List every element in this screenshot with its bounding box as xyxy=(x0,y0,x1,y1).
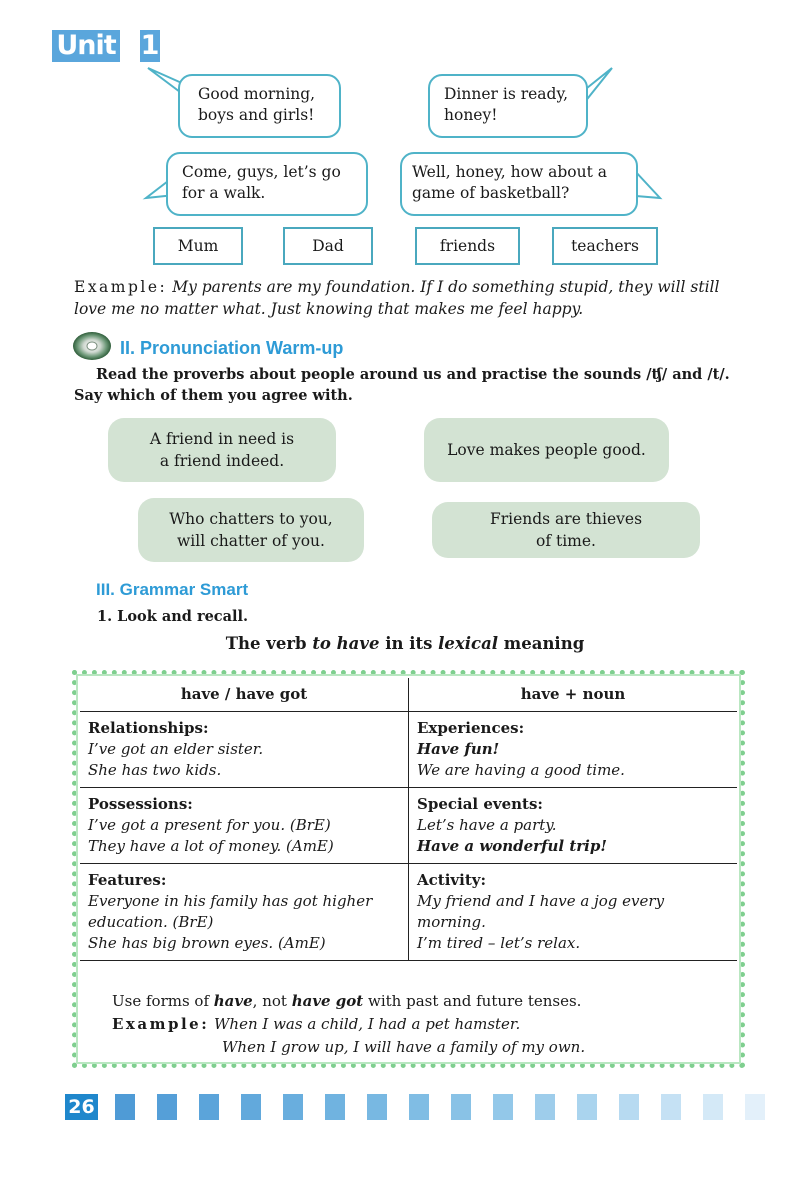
example-paragraph xyxy=(74,276,742,320)
word-box-teachers: teachers xyxy=(552,227,658,265)
cell-example: My friend and I have a jog every morning. xyxy=(417,892,665,931)
decor-square xyxy=(283,1094,303,1120)
bubble-line: honey! xyxy=(444,106,498,124)
cell-example: They have a lot of money. (AmE) xyxy=(88,837,334,855)
speech-bubble-basketball xyxy=(400,152,638,216)
speech-bubble-dinner xyxy=(428,74,588,138)
table-cell xyxy=(80,712,409,788)
word-box-mum: Mum xyxy=(153,227,243,265)
title-part: lexical xyxy=(438,634,499,653)
decor-square xyxy=(493,1094,513,1120)
page-number: 26 xyxy=(65,1094,98,1120)
unit-label: Unit xyxy=(52,30,120,62)
grammar-table xyxy=(80,678,737,961)
table-row xyxy=(80,712,737,788)
rule-part: with past and future tenses. xyxy=(363,992,582,1010)
title-part: The verb xyxy=(225,634,313,653)
decor-square xyxy=(451,1094,471,1120)
bubble-line: Dinner is ready, xyxy=(444,85,569,103)
decor-square xyxy=(241,1094,261,1120)
column-header: have + noun xyxy=(409,678,738,712)
title-part: in its xyxy=(379,634,439,653)
cell-example: I’ve got a present for you. (BrE) xyxy=(88,816,331,834)
decor-square xyxy=(703,1094,723,1120)
cell-heading: Relationships: xyxy=(88,719,209,737)
proverb-line: Who chatters to you, xyxy=(169,510,333,528)
table-title xyxy=(0,634,800,653)
speech-bubble-walk xyxy=(166,152,368,216)
cell-heading: Features: xyxy=(88,871,167,889)
decor-square xyxy=(325,1094,345,1120)
word-box-friends: friends xyxy=(415,227,520,265)
proverb-line: of time. xyxy=(536,532,596,550)
grammar-example xyxy=(112,1013,732,1036)
section-title-pronunciation: II. Pronunciation Warm-up xyxy=(120,338,344,358)
decor-square xyxy=(157,1094,177,1120)
grammar-task: 1. Look and recall. xyxy=(97,608,249,625)
table-cell xyxy=(409,788,738,864)
decor-square xyxy=(409,1094,429,1120)
proverb-line: A friend in need is xyxy=(149,430,295,448)
unit-number: 1 xyxy=(140,30,160,61)
cell-example: She has two kids. xyxy=(88,761,222,779)
bubble-line: for a walk. xyxy=(182,184,266,202)
cell-example: I’m tired – let’s relax. xyxy=(417,934,581,952)
cell-example: Everyone in his family has got higher education. (BrE) xyxy=(88,892,373,931)
rule-part: have got xyxy=(291,992,364,1010)
cell-heading: Experiences: xyxy=(417,719,525,737)
example-label: Example: xyxy=(112,1015,210,1033)
example-text: When I grow up, I will have a family of my own. xyxy=(222,1038,586,1056)
proverb-line: will chatter of you. xyxy=(177,532,325,550)
bubble-line: Well, honey, how about a xyxy=(412,163,608,181)
cell-heading: Possessions: xyxy=(88,795,193,813)
table-row xyxy=(80,788,737,864)
cell-example: She has big brown eyes. (AmE) xyxy=(88,934,326,952)
speech-bubble-good-morning xyxy=(178,74,341,138)
cell-example: Let’s have a party. xyxy=(417,816,557,834)
title-part: to have xyxy=(312,634,380,653)
rule-part: have xyxy=(213,992,253,1010)
decor-square xyxy=(535,1094,555,1120)
cell-heading: Special events: xyxy=(417,795,543,813)
decor-square xyxy=(619,1094,639,1120)
example-text: When I was a child, I had a pet hamster. xyxy=(209,1015,521,1033)
example-label: Example: xyxy=(74,278,168,296)
table-cell xyxy=(80,788,409,864)
rule-part: , not xyxy=(252,992,292,1010)
table-row xyxy=(80,864,737,961)
table-header-row xyxy=(80,678,737,712)
bubble-line: Come, guys, let’s go xyxy=(182,163,341,181)
grammar-note xyxy=(112,990,732,1059)
proverb-card xyxy=(108,418,336,482)
bubble-line: boys and girls! xyxy=(198,106,315,124)
decor-square xyxy=(577,1094,597,1120)
decor-square xyxy=(745,1094,765,1120)
table-cell xyxy=(409,864,738,961)
example-text: My parents are my foundation. If I do something stupid, they will still love me no matter what. Just knowing that makes me feel happy. xyxy=(74,278,720,318)
pronunciation-instruction: Read the proverbs about people around us and practise the sounds /ʧ/ and /t/. Say which of them you agree with. xyxy=(74,366,730,404)
table-cell xyxy=(80,864,409,961)
decor-square xyxy=(661,1094,681,1120)
cell-example: We are having a good time. xyxy=(417,761,625,779)
cell-heading: Activity: xyxy=(417,871,486,889)
proverb-card xyxy=(424,418,669,482)
decor-square xyxy=(199,1094,219,1120)
word-box-dad: Dad xyxy=(283,227,373,265)
cell-example: Have fun! xyxy=(417,740,500,758)
proverb-card xyxy=(138,498,364,562)
column-header: have / have got xyxy=(80,678,409,712)
cell-example: Have a wonderful trip! xyxy=(417,837,607,855)
cd-disc-icon[interactable] xyxy=(72,331,112,361)
title-part: meaning xyxy=(498,634,585,653)
proverb-line: a friend indeed. xyxy=(159,452,285,470)
bubble-line: game of basketball? xyxy=(412,184,570,202)
bubble-line: Good morning, xyxy=(198,85,316,103)
rule-part: Use forms of xyxy=(112,992,214,1010)
cell-example: I’ve got an elder sister. xyxy=(88,740,264,758)
decor-square xyxy=(367,1094,387,1120)
proverb-line: Love makes people good. xyxy=(447,441,646,459)
section-title-grammar: III. Grammar Smart xyxy=(96,580,249,599)
decor-square xyxy=(115,1094,135,1120)
proverb-card xyxy=(432,502,700,558)
proverb-line: Friends are thieves xyxy=(489,510,643,528)
grammar-rule xyxy=(112,990,732,1013)
table-cell xyxy=(409,712,738,788)
